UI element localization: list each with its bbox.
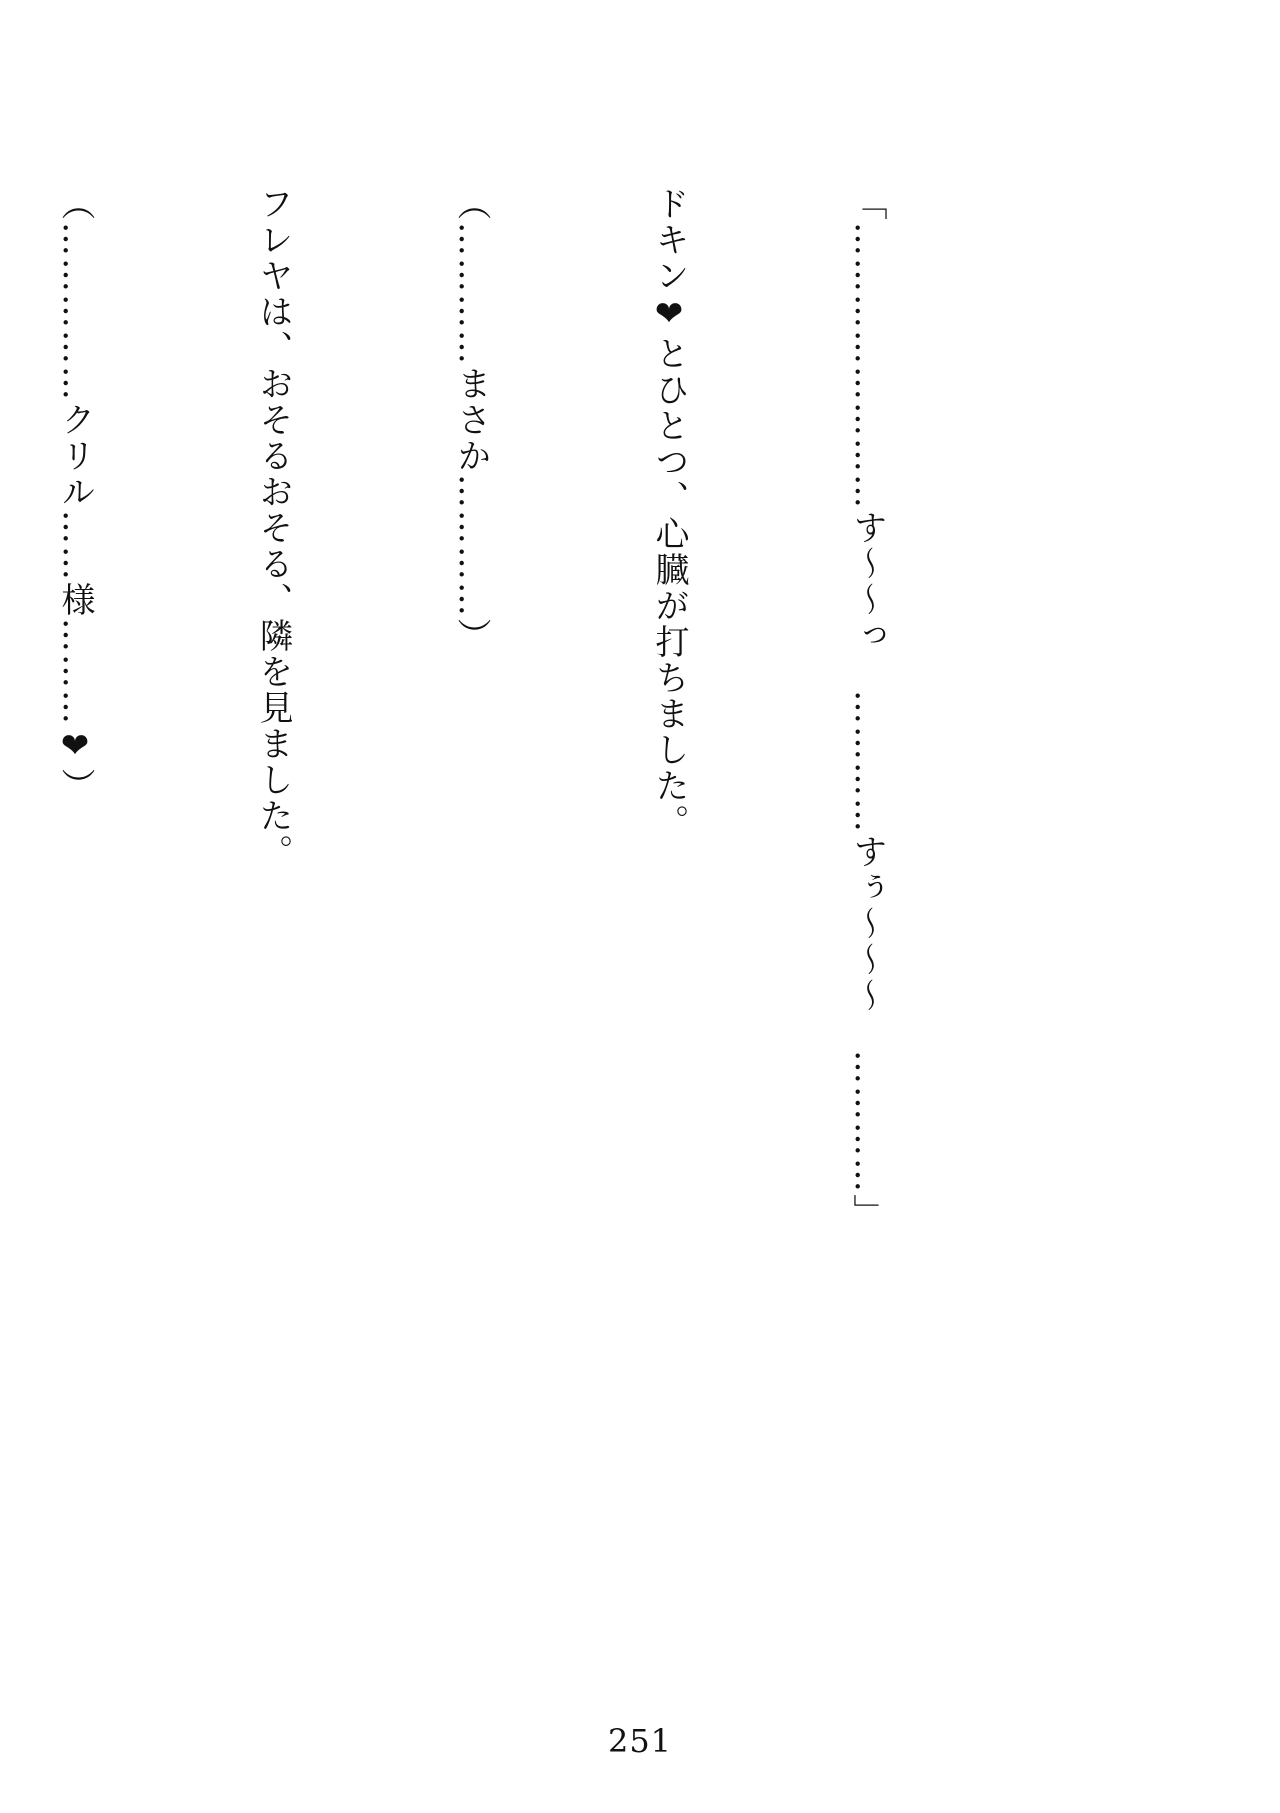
text-line: フレヤは、おそるおそる、隣を見ました。 — [253, 186, 293, 870]
text-line: 「……………………す〜〜っ …………すぅ〜〜〜 …………」 — [847, 186, 887, 1230]
text-line: ドキン❤とひとつ、心臓が打ちました。 — [649, 186, 689, 840]
page-number: 251 — [607, 1722, 673, 1760]
vertical-text-body — [0, 186, 1032, 1626]
text-line: （……………クリル……様………❤） — [55, 186, 95, 804]
text-line: （…………まさか…………） — [451, 186, 491, 654]
